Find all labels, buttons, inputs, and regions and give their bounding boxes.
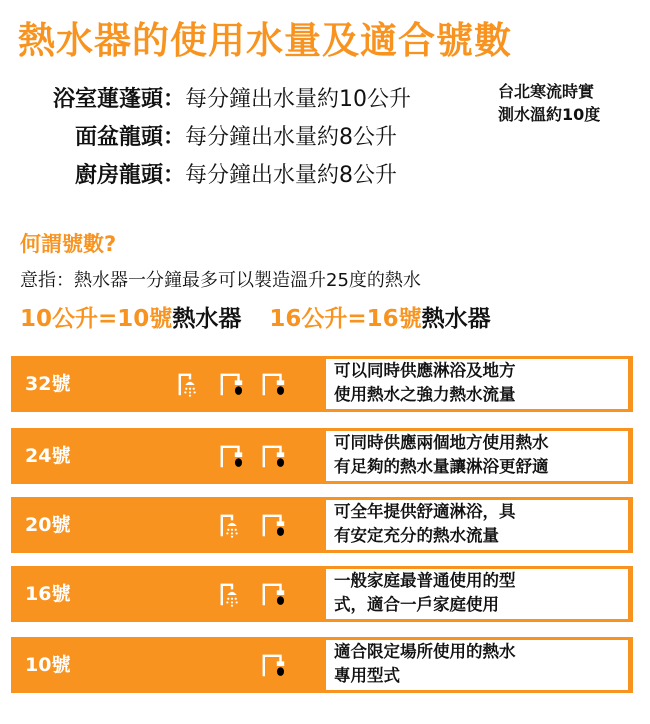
device-name: 熱水器	[172, 306, 242, 332]
spec-row-kitchen	[20, 158, 397, 189]
spec-label: 面盆龍頭	[74, 125, 163, 150]
grade-row-24	[11, 428, 633, 484]
grade-row-20	[11, 497, 633, 553]
grade-value: 10號	[117, 306, 173, 332]
equivalence-line	[20, 300, 491, 333]
spec-row-shower	[20, 82, 411, 113]
grade-row-10	[11, 637, 633, 693]
grade-row-16	[11, 566, 633, 622]
shower-icon	[218, 513, 246, 539]
liters-value: 16公升	[269, 306, 348, 332]
grade-label: 24號	[25, 445, 71, 467]
grade-description	[326, 431, 628, 481]
spec-value: 每分鐘出水量約8公升	[185, 125, 397, 150]
note-line-2: 測水溫約10度	[498, 105, 601, 124]
spec-colon: ：	[163, 125, 186, 150]
grade-value: 16號	[366, 306, 422, 332]
icon-group	[148, 372, 288, 398]
faucet-icon	[260, 444, 288, 470]
grade-label: 10號	[25, 654, 71, 676]
description-line-1: 一般家庭最普通使用的型	[334, 571, 516, 590]
faucet-icon	[218, 372, 246, 398]
liters-value: 10公升	[20, 306, 99, 332]
description-line-1: 適合限定場所使用的熱水	[334, 642, 516, 661]
spec-value: 每分鐘出水量約10公升	[185, 87, 411, 112]
icon-group	[148, 653, 288, 679]
faucet-icon	[260, 582, 288, 608]
spec-colon: ：	[163, 87, 186, 112]
description-line-1: 可全年提供舒適淋浴，具	[334, 502, 516, 521]
grade-description	[326, 359, 628, 409]
question-heading: 何謂號數?	[20, 232, 117, 256]
note-line-1: 台北寒流時實	[498, 82, 595, 101]
icon-group	[148, 582, 288, 608]
faucet-icon	[260, 513, 288, 539]
equals-sign: =	[347, 306, 367, 332]
faucet-icon	[260, 653, 288, 679]
grade-label: 32號	[25, 373, 71, 395]
grade-description	[326, 569, 628, 619]
temperature-note	[498, 80, 600, 126]
spec-colon: ：	[163, 163, 186, 188]
spec-value: 每分鐘出水量約8公升	[185, 163, 397, 188]
spec-row-basin	[20, 120, 397, 151]
icon-group	[148, 513, 288, 539]
description-line-1: 可同時供應兩個地方使用熱水	[334, 433, 549, 452]
equals-sign: =	[98, 306, 118, 332]
grade-label: 20號	[25, 514, 71, 536]
description-line-2: 使用熱水之強力熱水流量	[334, 385, 516, 404]
meaning-text: 意指：熱水器一分鐘最多可以製造溫升25度的熱水	[20, 270, 421, 291]
description-line-2: 有安定充分的熱水流量	[334, 526, 499, 545]
description-line-2: 有足夠的熱水量讓淋浴更舒適	[334, 457, 549, 476]
icon-group	[148, 444, 288, 470]
spec-label: 浴室蓮蓬頭	[52, 87, 163, 112]
grade-description	[326, 500, 628, 550]
grade-description	[326, 640, 628, 690]
spec-label: 廚房龍頭	[74, 163, 163, 188]
shower-icon	[176, 372, 204, 398]
description-line-2: 式，適合一戶家庭使用	[334, 595, 499, 614]
device-name: 熱水器	[421, 306, 491, 332]
page-title: 熱水器的使用水量及適合號數	[18, 19, 512, 62]
description-line-1: 可以同時供應淋浴及地方	[334, 361, 516, 380]
faucet-icon	[218, 444, 246, 470]
grade-label: 16號	[25, 583, 71, 605]
grade-row-32	[11, 356, 633, 412]
description-line-2: 專用型式	[334, 666, 400, 685]
faucet-icon	[260, 372, 288, 398]
shower-icon	[218, 582, 246, 608]
